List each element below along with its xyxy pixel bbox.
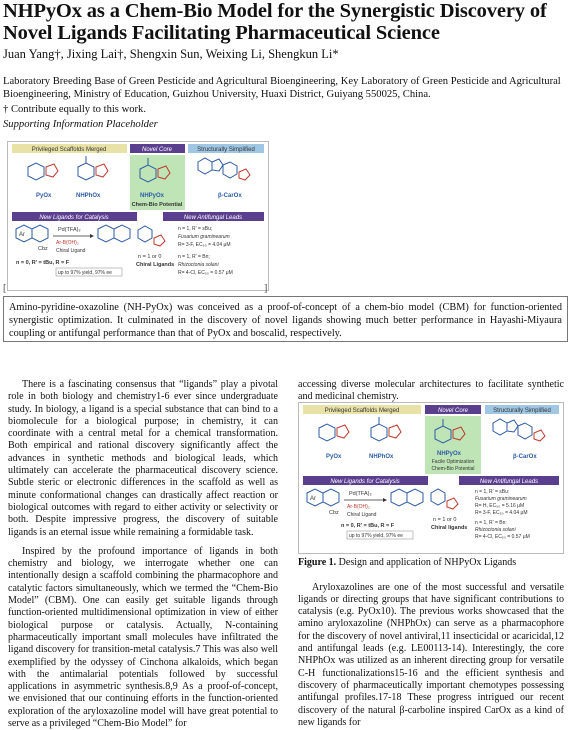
bracket-left: [ [3,283,7,294]
pyox-label: PyOx [36,193,52,199]
af-line-6: R= 4-Cl, EC₅₀ = 0.57 μM [178,270,233,276]
fig-chiral-ligands-label: Chiral ligands [431,525,468,531]
af-line-4: n = 1, R' = Bn; [178,254,210,260]
fig-chembio-label: Chem-Bio Potential [431,466,475,472]
chiral-ligand-structure [138,226,165,246]
af-line-3: R= 3-F, EC₅₀ = 4.04 μM [178,242,231,248]
cbz-label: Cbz [38,246,48,252]
fig-cbz-label: Cbz [329,510,339,516]
affiliation: Laboratory Breeding Base of Green Pesticide and Agricultural Bioengineering, Key Laboratory of Green Pesticide and Agricultural Bioengineering, Ministry of Education, Guizhou University, Huaxi District, Guiyang 550025, China. [3,76,561,100]
fig-chiral-n-label: n = 1 or 0 [433,517,457,523]
body-paragraph: Inspired by the profound importance of ligands in both chemistry and biology, we interrogate whether one can intentionally design a scaffold combining the pharmacophore and catalytic factors simultaneously, which we termed the “Chem-Bio Model” (CBM). One can easily get suitable ligands through function-oriented multidimensional optimization in view of either biological purpose or catalysis. Actually, N-containing pharmaceutically important small molecules have infiltrated the ligand discovery for transition-metal catalysis.7 This was also well exemplified by the odyssey of Cinchona alkaloids, which began with the antimalarial potentials followed by successful applications in asymmetric synthesis.8,9 As a proof-of-concept, we envisioned that our continuing efforts in the function-oriented exploration of the aryloxazoline model will have great potential to serve as a privileged “Chem-Bio Model” for [8,545,278,730]
fig-af-line-6: R= 4-Cl, EC₅₀ = 0.57 μM [475,534,530,540]
fig-af-line-3b: R= 3-F, EC₅₀ = 4.04 μM [475,510,528,516]
antifungal-banner-text: New Antifungal Leads [183,215,243,221]
fig-af-line-4: n = 1, R' = Bn: [475,520,507,526]
fig-carox-molecule [493,419,545,441]
author-list: Juan Yang†, Jixing Lai†, Shengxin Sun, Weixing Li, Shengkun Li* [3,47,339,61]
chiral-n-label: n = 1 or 0 [138,254,162,260]
fig-nhphox-label: NHPhOx [369,454,394,460]
body-left-column [8,379,278,730]
fig-antifungal-text: New Antifungal Leads [479,479,539,485]
fig-facile-label: Facile Optimization [431,459,475,465]
contribution-note: † Contribute equally to this work. [3,104,147,115]
fig-carox-label: β-CarOx [513,454,537,460]
fig-reagent2-label: Ar-B(OH)₂ [347,504,370,510]
af-line-5: Rhizoctonia solani [178,262,219,268]
chembio-label: Chem-Bio Potential [131,202,183,208]
fig-nhphox-molecule [371,417,401,441]
fig-catalysis-text: New Ligands for Catalysis [330,479,400,485]
privileged-banner-text: Privileged Scaffolds Merged [31,147,107,153]
figure-1-scheme [299,403,563,553]
nhpyox-label: NHPyOx [140,193,165,199]
toc-scheme [8,142,268,290]
fig-reagent-label: Pd(TFA)₂ [349,491,372,497]
fig-pyox-label: PyOx [326,454,342,460]
reagent-label: Pd(TFA)₂ [58,227,81,233]
fig-af-line-3: R= H, EC₅₀ = 5.16 μM [475,503,525,509]
core-banner-text: Novel Core [141,147,173,153]
fig-chiral-ligand-structure [431,489,458,509]
fig-af-line-5: Rhizoctonia solani [475,527,516,533]
abstract-box: Amino-pyridine-oxazoline (NH-PyOx) was conceived as a proof-of-concept of a chem-bio model (CBM) for function-oriented synergistic optimization. It culminated in the discovery of novel ligands showing much better performance in Hayashi-Miyaura coupling or antifungal performance than that of PyOx and boscalid, respectively. [3,296,568,342]
rxn-conditions: n = 0, R' = tBu, R = F [16,260,70,266]
body-paragraph: accessing diverse molecular architectures to facilitate synthetic and medicinal chemistry. [298,379,564,403]
figure-1-caption-label: Figure 1. [298,557,337,568]
fig-af-line-2: Fusarium graminearum [475,496,527,502]
pyox-molecule [28,163,58,180]
af-line-2: Fusarium graminearum [178,234,230,240]
fig-simplified-text: Structurally Simplified [493,408,551,414]
supporting-info-placeholder: Supporting Information Placeholder [3,119,158,130]
fig-af-line-1: n = 1, R' = sBu: [475,489,510,495]
reaction-product [98,225,130,242]
fig-pyox-molecule [319,424,349,441]
body-paragraph: There is a fascinating consensus that “ligands” play a pivotal role in both biology and chemistry1-6 ever since undergraduate study. In biology, a ligand is a special substance that can bind to a biomolecule for a biological purpose; in chemistry, it can coordinate with a central metal for a chemical transformation. Both empirical and rational discovery significantly affect the advances in synthetic methods and biological leads, which ultimately can accelerate the pharmaceutical discovery science. Subtle steric or electronic differences in the scaffold as well as minute conformational changes can drastically affect reaction or biological outcomes with regard to either activity or selectivity or both. Despite impressive progress, the discovery of suitable ligands is an eternal issue while remaining a formidable task. [8,379,278,538]
fig-privileged-text: Privileged Scaffolds Merged [324,408,400,414]
reaction-arrow-head [90,234,94,238]
fig-rxn-conditions: n = 0, R' = tBu, R = F [341,523,395,529]
af-line-1: n = 1, R' = sBu; [178,226,213,232]
fig-chiral-ligand-label: Chiral Ligand [347,512,377,518]
fig-nhpyox-label: NHPyOx [437,451,462,457]
body-paragraph: Aryloxazolines are one of the most successful and versatile ligands or directing groups that have significant contributions to catalysis (e.g. PyOx10). The previous works showcased that the amino aryloxazoline (NHPhOx) can serve as a pharmacophore for the discovery of novel antiviral,11 insecticidal or acaricidal,12 and antifungal leads (e.g. LE00113-14). Interestingly, the core NHPhOx was utilized as an inherent directing group for versatile C-H functionalizations15-16 and the efficient synthesis and discovery of pharmaceutically important chemotypes possessing antifungal profiles.17-18 These progress intrigued our recent discovery of the natural β-carboline inspired CarOx as a kind of new ligands for [298,581,564,728]
figure-1-caption-text: Design and application of NHPyOx Ligands [336,557,517,568]
fig-ar-label: Ar [310,496,316,502]
reagent2-label: Ar-B(OH)₂ [56,240,79,246]
figure-1 [298,402,564,554]
carox-label: β-CarOx [218,193,242,199]
paper-title: NHPyOx as a Chem-Bio Model for the Synergistic Discovery of Novel Ligands Facilitating Pharmaceutical Science [3,0,547,44]
fig-core-text: Novel Core [437,408,469,414]
chiral-ligand-label: Chiral Ligand [56,248,86,254]
fig-yield-text: up to 97% yield, 97% ee [349,533,403,539]
fig-reaction-arrow-head [383,498,387,502]
toc-graphic [7,141,269,291]
nhphox-molecule [78,156,108,180]
simplified-banner-text: Structurally Simplified [197,147,255,153]
yield-text: up to 97% yield, 97% ee [58,270,112,276]
nhphox-label: NHPhOx [76,193,101,199]
catalysis-banner-text: New Ligands for Catalysis [39,215,109,221]
bracket-right: ] [264,283,268,294]
ar-label: Ar [19,232,25,238]
figure-1-caption [298,557,516,568]
chiral-ligands-label: Chiral Ligands [136,262,175,268]
carox-molecule [198,158,250,180]
fig-reaction-product [391,489,423,506]
